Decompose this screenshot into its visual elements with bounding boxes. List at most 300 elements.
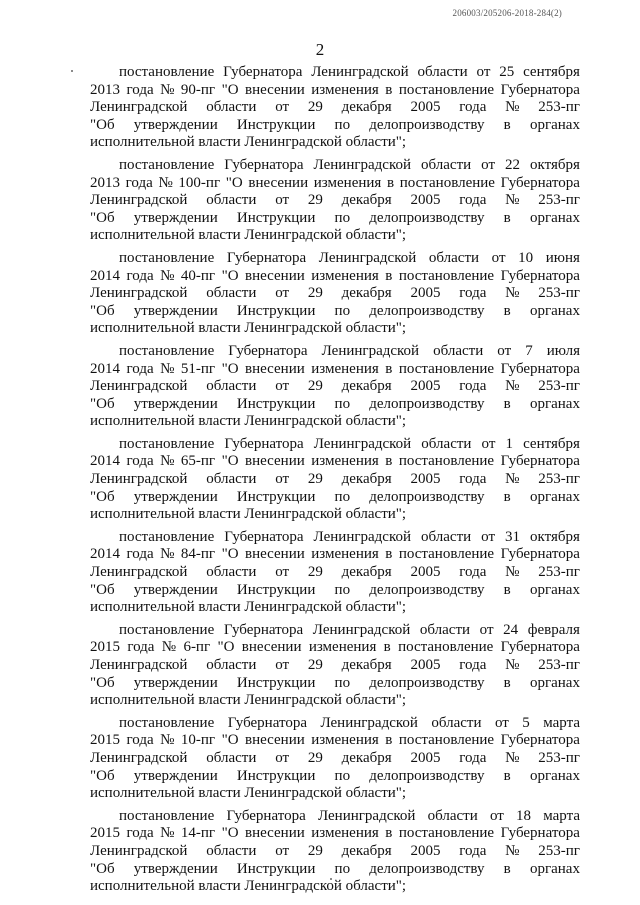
word: постановление xyxy=(398,81,495,98)
word: 84-пг xyxy=(180,546,216,563)
text-line xyxy=(90,303,580,321)
word: 29 xyxy=(307,99,323,116)
word: декабря xyxy=(341,471,392,488)
word: от xyxy=(494,714,509,731)
word: от xyxy=(491,249,506,266)
word: Губернатора xyxy=(226,249,307,266)
word: от xyxy=(275,564,290,581)
word: изменения xyxy=(311,360,379,377)
page-number: 2 xyxy=(315,40,325,59)
text-line xyxy=(90,64,580,82)
word: декабря xyxy=(341,842,392,859)
document-body xyxy=(90,64,580,901)
word: области xyxy=(206,99,257,116)
word: 2005 xyxy=(410,99,441,116)
text-line xyxy=(90,320,580,338)
word: Ленинградской xyxy=(90,378,188,395)
word: № xyxy=(505,471,520,488)
word: 253-пг xyxy=(538,749,580,766)
word: года xyxy=(125,174,153,191)
word: 2005 xyxy=(410,285,441,302)
word: "О xyxy=(225,174,243,191)
word: постановление xyxy=(119,528,215,545)
word: внесении xyxy=(248,174,309,191)
word: 1 xyxy=(505,435,513,452)
word: декабря xyxy=(341,378,392,395)
word: по xyxy=(334,116,351,133)
word: Губернатора xyxy=(500,546,580,563)
word: Губернатора xyxy=(500,639,580,656)
word: 253-пг xyxy=(538,99,580,116)
word: Инструкции xyxy=(236,767,316,784)
word: 25 xyxy=(499,64,515,80)
word: от xyxy=(275,749,290,766)
word: Ленинградской xyxy=(90,471,188,488)
word: по xyxy=(334,488,351,505)
word: исполнительной власти Ленинградской области"; xyxy=(90,320,407,337)
word: года xyxy=(126,360,154,377)
word: "О xyxy=(221,267,239,284)
word: 2005 xyxy=(410,564,441,581)
word: от xyxy=(489,807,504,824)
word: Ленинградской xyxy=(321,342,420,359)
word: постановление xyxy=(399,174,495,191)
word: года xyxy=(459,564,487,581)
word: области xyxy=(431,714,482,731)
word: 2014 xyxy=(90,453,120,470)
word: внесении xyxy=(245,81,305,98)
word: декабря xyxy=(341,99,392,116)
word: постановление xyxy=(398,360,495,377)
word: от xyxy=(481,156,496,173)
word: 253-пг xyxy=(538,192,580,209)
word: области xyxy=(421,156,472,173)
text-line xyxy=(90,489,580,507)
paragraph xyxy=(90,715,580,803)
word: года xyxy=(459,285,487,302)
word: "Об xyxy=(90,767,115,784)
word: утверждении xyxy=(133,581,218,598)
word: делопроизводству xyxy=(369,209,485,226)
word: делопроизводству xyxy=(369,767,485,784)
word: года xyxy=(127,639,155,656)
text-line xyxy=(90,750,580,768)
word: в xyxy=(503,581,511,598)
word: года xyxy=(126,732,154,749)
text-line xyxy=(90,564,580,582)
text-line xyxy=(90,785,580,803)
word: № xyxy=(505,378,520,395)
word: в xyxy=(383,639,391,656)
word: 29 xyxy=(307,842,323,859)
word: 253-пг xyxy=(538,564,580,581)
word: постановление xyxy=(398,732,495,749)
word: Губернатора xyxy=(500,360,580,377)
word: 18 xyxy=(516,807,532,824)
word: 253-пг xyxy=(538,471,580,488)
word: 253-пг xyxy=(538,378,580,395)
word: в xyxy=(503,767,511,784)
word: "Об xyxy=(90,674,115,691)
word: 29 xyxy=(307,192,323,209)
word: от xyxy=(275,378,290,395)
word: декабря xyxy=(341,749,392,766)
word: постановление xyxy=(398,639,494,656)
text-line xyxy=(90,639,580,657)
word: Ленинградской xyxy=(311,64,409,80)
text-line xyxy=(90,175,580,193)
paragraph xyxy=(90,436,580,524)
word: 2005 xyxy=(410,842,441,859)
word: по xyxy=(334,860,351,877)
scan-speck xyxy=(71,70,73,72)
word: № xyxy=(160,267,175,284)
word: 2014 xyxy=(90,546,120,563)
word: 2013 xyxy=(90,174,120,191)
text-line xyxy=(90,210,580,228)
word: от xyxy=(481,528,496,545)
word: Ленинградской xyxy=(90,657,188,673)
word: № xyxy=(505,99,520,116)
word: № xyxy=(505,564,520,581)
word: исполнительной власти Ленинградской области"; xyxy=(90,692,407,709)
word: 29 xyxy=(307,657,323,673)
word: года xyxy=(126,546,154,563)
word: сентября xyxy=(523,435,580,452)
word: "Об xyxy=(90,395,115,412)
word: 29 xyxy=(307,471,323,488)
text-line xyxy=(90,471,580,489)
word: изменения xyxy=(311,546,379,563)
word: "Об xyxy=(90,860,115,877)
word: декабря xyxy=(341,285,392,302)
text-line xyxy=(90,582,580,600)
text-line xyxy=(90,82,580,100)
word: делопроизводству xyxy=(369,674,485,691)
text-line xyxy=(90,192,580,210)
word: 2015 xyxy=(90,639,120,656)
word: органах xyxy=(529,209,580,226)
word: "О xyxy=(221,825,239,842)
word: от xyxy=(275,192,290,209)
word: № xyxy=(505,285,520,302)
word: 2015 xyxy=(90,825,120,842)
word: № xyxy=(160,81,175,98)
document-code: 206003/205206-2018-284(2) xyxy=(452,8,562,18)
word: изменения xyxy=(308,639,377,656)
word: в xyxy=(385,825,393,842)
word: органах xyxy=(529,860,580,877)
paragraph xyxy=(90,64,580,152)
word: постановление xyxy=(119,621,215,638)
word: утверждении xyxy=(133,116,218,133)
word: Инструкции xyxy=(236,674,316,691)
text-line xyxy=(90,861,580,879)
word: февраля xyxy=(527,621,580,638)
word: года xyxy=(459,842,487,859)
word: в xyxy=(503,395,511,412)
word: 31 xyxy=(505,528,521,545)
word: области xyxy=(421,435,472,452)
word: органах xyxy=(529,302,580,319)
word: "О xyxy=(221,81,239,98)
text-line xyxy=(90,250,580,268)
word: исполнительной власти Ленинградской области"; xyxy=(90,506,407,523)
word: от xyxy=(275,842,290,859)
word: в xyxy=(503,860,511,877)
word: года xyxy=(459,471,487,488)
text-line xyxy=(90,529,580,547)
word: Ленинградской xyxy=(90,749,188,766)
word: 22 xyxy=(505,156,521,173)
word: утверждении xyxy=(133,674,218,691)
word: области xyxy=(206,564,257,581)
word: области xyxy=(206,192,257,209)
word: постановление xyxy=(398,267,495,284)
word: Инструкции xyxy=(236,488,316,505)
word: июля xyxy=(546,342,580,359)
word: постановление xyxy=(398,546,495,563)
word: в xyxy=(386,174,395,191)
word: "Об xyxy=(90,488,115,505)
word: "О xyxy=(221,546,239,563)
word: Инструкции xyxy=(236,302,316,319)
word: декабря xyxy=(341,657,392,673)
word: Инструкции xyxy=(236,395,316,412)
word: Инструкции xyxy=(236,581,316,598)
word: 2013 xyxy=(90,81,120,98)
word: Губернатора xyxy=(224,156,304,173)
word: утверждении xyxy=(133,488,218,505)
word: Ленинградской xyxy=(313,435,412,452)
word: постановление xyxy=(119,156,215,173)
paragraph xyxy=(90,529,580,617)
word: 29 xyxy=(307,749,323,766)
word: 14-пг xyxy=(180,825,216,842)
word: утверждении xyxy=(133,395,218,412)
word: Ленинградской xyxy=(90,99,188,116)
word: постановление xyxy=(119,807,215,824)
word: области xyxy=(206,657,257,673)
word: года xyxy=(126,453,154,470)
word: от xyxy=(497,342,512,359)
word: № xyxy=(160,732,175,749)
word: Ленинградской xyxy=(313,528,412,545)
word: 90-пг xyxy=(180,81,216,98)
word: утверждении xyxy=(133,209,218,226)
word: области xyxy=(206,749,257,766)
word: Ленинградской xyxy=(313,156,412,173)
word: утверждении xyxy=(133,302,218,319)
word: года xyxy=(459,99,487,116)
word: № xyxy=(160,546,175,563)
word: Губернатора xyxy=(500,81,580,98)
word: внесении xyxy=(245,453,305,470)
word: Губернатора xyxy=(500,453,580,470)
text-line xyxy=(90,808,580,826)
word: № xyxy=(161,639,177,656)
word: в xyxy=(385,453,393,470)
word: области xyxy=(206,378,257,395)
word: Губернатора xyxy=(223,64,303,80)
word: Ленинградской xyxy=(318,249,417,266)
word: в xyxy=(385,267,393,284)
word: области xyxy=(419,621,471,638)
word: марта xyxy=(543,807,580,824)
text-line xyxy=(90,878,580,896)
word: постановление xyxy=(398,825,495,842)
word: "О xyxy=(221,453,239,470)
word: от xyxy=(479,621,494,638)
word: в xyxy=(385,546,393,563)
text-line xyxy=(90,825,580,843)
word: в xyxy=(503,209,511,226)
word: исполнительной власти Ленинградской области"; xyxy=(90,227,407,244)
word: изменения xyxy=(311,732,379,749)
word: Ленинградской xyxy=(90,285,188,302)
word: "О xyxy=(221,360,239,377)
word: по xyxy=(334,395,351,412)
word: органах xyxy=(529,395,580,412)
text-line xyxy=(90,157,580,175)
word: сентября xyxy=(523,64,580,80)
word: года xyxy=(126,81,154,98)
word: от xyxy=(476,64,491,80)
word: года xyxy=(459,378,487,395)
word: области xyxy=(206,842,257,859)
word: года xyxy=(459,749,487,766)
word: по xyxy=(334,302,351,319)
word: Ленинградской xyxy=(312,621,411,638)
word: постановление xyxy=(119,714,215,731)
text-line xyxy=(90,268,580,286)
word: 253-пг xyxy=(538,842,580,859)
word: внесении xyxy=(245,360,305,377)
word: в xyxy=(503,488,511,505)
word: Инструкции xyxy=(236,116,316,133)
word: октября xyxy=(530,528,580,545)
word: 2005 xyxy=(410,749,441,766)
word: декабря xyxy=(341,564,392,581)
word: года xyxy=(459,657,487,673)
text-line xyxy=(90,692,580,710)
word: от xyxy=(275,657,290,673)
word: Губернатора xyxy=(500,825,580,842)
word: Ленинградской xyxy=(90,564,188,581)
text-line xyxy=(90,675,580,693)
word: 29 xyxy=(307,378,323,395)
text-line xyxy=(90,453,580,471)
word: Губернатора xyxy=(224,528,304,545)
word: постановление xyxy=(119,64,215,80)
word: изменения xyxy=(311,267,379,284)
word: Ленинградской xyxy=(90,192,188,209)
word: № xyxy=(505,192,520,209)
text-line xyxy=(90,361,580,379)
word: изменения xyxy=(311,81,379,98)
word: 2005 xyxy=(410,471,441,488)
word: области xyxy=(421,528,472,545)
word: от xyxy=(275,285,290,302)
word: 2014 xyxy=(90,267,120,284)
word: органах xyxy=(529,116,580,133)
text-line xyxy=(90,134,580,152)
text-line xyxy=(90,227,580,245)
word: 2015 xyxy=(90,732,120,749)
word: исполнительной власти Ленинградской области"; xyxy=(90,134,407,151)
word: изменения xyxy=(313,174,382,191)
word: 10-пг xyxy=(180,732,216,749)
word: 29 xyxy=(307,285,323,302)
text-line xyxy=(90,506,580,524)
word: делопроизводству xyxy=(369,581,485,598)
word: делопроизводству xyxy=(369,488,485,505)
text-line xyxy=(90,622,580,640)
word: № xyxy=(160,453,175,470)
word: Инструкции xyxy=(236,860,316,877)
word: от xyxy=(275,99,290,116)
paragraph xyxy=(90,808,580,896)
word: делопроизводству xyxy=(369,116,485,133)
word: Губернатора xyxy=(500,174,580,191)
word: 100-пг xyxy=(178,174,221,191)
text-line xyxy=(90,396,580,414)
word: марта xyxy=(543,714,580,731)
text-line xyxy=(90,285,580,303)
text-line xyxy=(90,99,580,117)
text-line xyxy=(90,599,580,617)
word: изменения xyxy=(311,825,379,842)
word: Губернатора xyxy=(500,267,580,284)
word: по xyxy=(334,209,351,226)
word: внесении xyxy=(245,546,305,563)
word: года xyxy=(126,267,154,284)
word: постановление xyxy=(119,435,215,452)
word: исполнительной власти Ленинградской области"; xyxy=(90,413,407,430)
paragraph xyxy=(90,622,580,710)
word: 6-пг xyxy=(183,639,211,656)
word: июня xyxy=(545,249,580,266)
word: 2005 xyxy=(410,378,441,395)
word: Губернатора xyxy=(500,732,580,749)
word: декабря xyxy=(341,192,392,209)
word: утверждении xyxy=(133,767,218,784)
paragraph xyxy=(90,157,580,245)
word: № xyxy=(158,174,173,191)
text-line xyxy=(90,436,580,454)
word: Губернатора xyxy=(228,342,308,359)
word: № xyxy=(160,825,175,842)
word: в xyxy=(503,302,511,319)
word: Ленинградской xyxy=(317,807,416,824)
word: внесении xyxy=(245,267,305,284)
paragraph xyxy=(90,343,580,431)
word: "О xyxy=(217,639,235,656)
word: исполнительной власти Ленинградской области"; xyxy=(90,878,407,895)
word: "Об xyxy=(90,116,115,133)
text-line xyxy=(90,843,580,861)
word: "Об xyxy=(90,209,115,226)
word: 51-пг xyxy=(180,360,216,377)
word: 2005 xyxy=(410,192,441,209)
word: по xyxy=(334,581,351,598)
word: постановление xyxy=(398,453,495,470)
word: по xyxy=(334,674,351,691)
word: в xyxy=(385,81,393,98)
word: 29 xyxy=(307,564,323,581)
word: делопроизводству xyxy=(369,395,485,412)
word: органах xyxy=(529,488,580,505)
